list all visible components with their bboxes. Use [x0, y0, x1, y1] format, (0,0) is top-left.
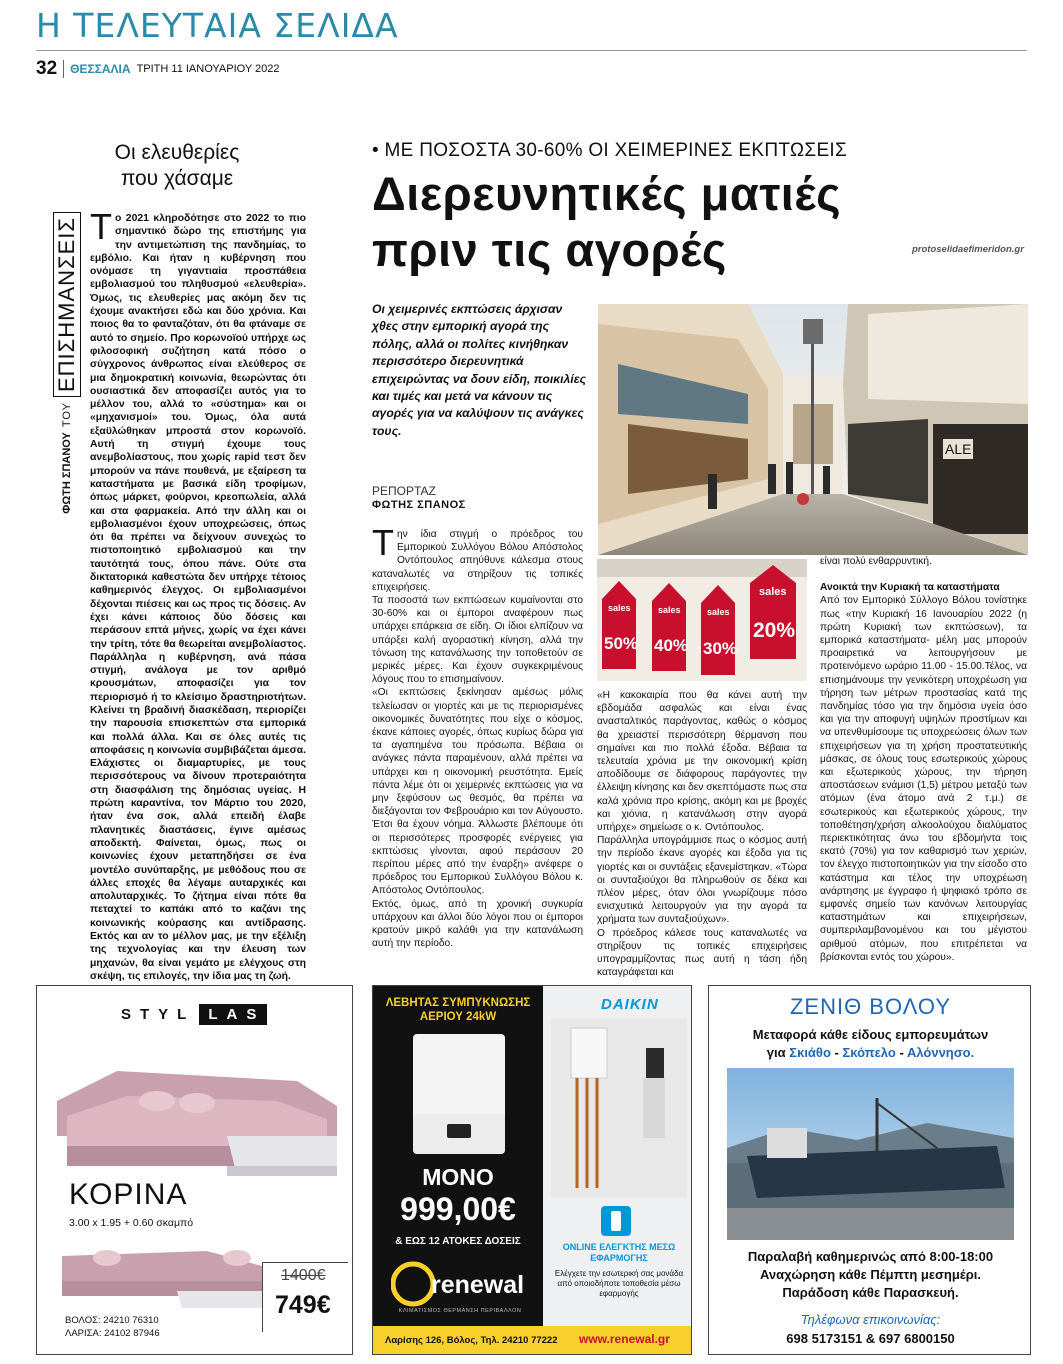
sign4-pct: 20% [753, 619, 796, 642]
zenith-phones-label: Τηλέφωνα επικοινωνίας: [800, 1312, 941, 1327]
new-price: 749€ [275, 1291, 331, 1319]
col1-paragraph-4: Εκτός, όμως, από τη χρονική συγκυρία υπάρχουν και άλλοι δύο λόγοι που οι έμποροι κρατούν μικρό καλάθι για την κατανάλωση αυτή την περίοδο. [372, 898, 583, 950]
zenith-phones[interactable]: 698 5173151 & 697 6800150 [786, 1331, 955, 1346]
boiler-price: 999,00€ [400, 1191, 516, 1227]
issue-date: ΤΡΙΤΗ 11 ΙΑΝΟΥΑΡΙΟΥ 2022 [136, 63, 280, 75]
article-column-3 [820, 555, 1027, 964]
ad-zenith[interactable] [708, 985, 1031, 1355]
renewal-tagline: ΚΛΙΜΑΤΙΣΜΟΣ ΘΕΡΜΑΝΣΗ ΠΕΡΙΒΑΛΛΟΝ [398, 1308, 522, 1314]
renewal-wordmark: renewal [431, 1271, 525, 1299]
only-label: ΜΟΝΟ [422, 1164, 494, 1190]
opinion-column-name: ΕΠΙΣΗΜΑΝΣΕΙΣ [53, 212, 81, 397]
sign1-pct: 50% [604, 634, 639, 653]
daikin-logo: DAIKIN [601, 996, 659, 1013]
opinion-text: ο 2021 κληροδότησε στο 2022 το πιο σημαντικό δώρο της επιστήμης για την αντιμετώπιση της πανδημίας, το εμβόλιο. Και ήταν η κυβέρνηση που ονόμασε τη γιγαντιαία προσπάθεια εμβολιασμού του πληθυσμού «ελευθερία». Όμως, τις ελευθερίες μας ακόμη δεν τις έχουμε ανακτήσει εδώ και δύο χρόνια. Και ποιος θα το φανταζόταν, ότι θα φτάναμε σε αυτό το σημείο. Προ κορωνοϊού υπήρχε ως φιλοσοφική συζήτηση κατά πόσο ο σύγχρονος άνθρωπος είναι ελεύθερος σε μια δημοκρατική κοινωνία, θεωρώντας ότι ουσιαστικά δεν αποφασίζει αυτός για το μέλλον του, αλλά το «σύστημα» και οι «μηχανισμοί» του. Όμως, όλα αυτά εξαϋλώθηκαν μπροστά στον κορωνοϊό. Αυτή τη στιγμή έχουμε τους ανεμβολίαστους, που χωρίς rapid τεστ δεν μπορούν να πάνε πουθενά, με εξαίρεση τα καταστήματα με βασικά είδη τροφίμων, όπως μάρκετ, φούρνοι, κρεοπωλεία, αλλά και στα φαρμακεία. Από την άλλη και οι εμβολιασμένοι έχουν υποχρεώσεις, όπως ότι θα πρέπει να δείχνουν συνεχώς το πιστοποιητικό εμβολιασμού και την ταυτότητά τους, όπου πάνε. Ούτε στα δικτατορικά καθεστώτα δεν υπήρχε τέτοιος καθημερινός έλεγχος. Οι εμβολιασμένοι δέχονται πιέσεις και ως προς τις δόσεις. Αν έχει κάνει κάποιος δύο δόσεις και περάσουν επτά μήνες, χωρίς να έχει κάνει την τρίτη, τότε θα θεωρείται ανεμβολίαστος. Παράλληλα η κυβέρνηση, ανά πάσα στιγμή, ανάλογα με τον αριθμό κρουσμάτων, αποφασίζει για τον περιορισμό ή το κλείσιμο δραστηριοτήτων. Κλείνει τη βραδινή διασκέδαση, περιορίζει την παρουσία επισκεπτών στα εμπορικά και πολλά άλλα. Και σε όλες αυτές τις αποφάσεις η κοινωνία συμβιβάζεται άμεσα. Ελάχιστες οι διαμαρτυρίες, με τους περισσότερους να δίνουν προτεραιότητα στη διασφάλιση της δημόσιας υγείας. Η πρώτη καραντίνα, τον Μάρτιο του 2020, ήταν ένα σοκ, αλλά επειδή έλαβε πλανητικές διαστάσεις, έγινε αμέσως αποδεκτή. Φαίνεται, όμως, πως οι κοινωνίες έχουν μεταπηδήσει σε ένα μοντέλο συνύπαρξης, με μεθόδους που σε άλλες εποχές θα λέγαμε αυταρχικές και απολυταρχικές. Το ζήτημα είναι πότε θα πεταχτεί το καπάκι από το καζάνι της κοινωνικής κούρασης και αντίδρασης. Εκτός και αν το μέλλον μας, με την εξέλιξη της τεχνολογίας και την έλευση των μηχανών, θα είναι γεμάτο με ελέγχους στη σκέψη, τις επιλογές, την ίδια μας τη ζωή. [90, 213, 306, 982]
col1-paragraph-2: Τα ποσοστά των εκπτώσεων κυμαίνονται στο 30-60% και οι έμποροι αναφέρουν πως υπάρχει επάρκεια σε είδη. Οι ίδιοι ελπίζουν να υπάρξει καλή αγοραστική κίνηση, αλλά την τόνωση της κατανάλωσης την τοποθετούν σε μερικές μέρες. Και έχουν συγκεκριμένους λόγους που το επισημαίνουν. [372, 595, 583, 686]
zenith-line1: Μεταφορά κάθε είδους εμπορευμάτων [752, 1027, 989, 1042]
smartphone-app-icon [601, 1206, 631, 1236]
zenith-schedule [709, 1248, 1031, 1302]
sign3-pct: 30% [703, 639, 738, 658]
installation-photo [551, 1018, 687, 1198]
zenith-headline [709, 1026, 1031, 1062]
sign2-pct: 40% [654, 636, 689, 655]
old-price: 1400€ [281, 1267, 326, 1284]
col1-paragraph-1: ην ίδια στιγμή ο πρόεδρος του Εμπορικού Συλλόγου Βόλου Απόστολος Οντόπουλος απηύθυνε κάλεσμα στους καταναλωτές να στηρίξουν τις τοπικές επιχειρήσεις. [372, 529, 583, 593]
page-info-line [36, 58, 280, 80]
phone-volos: ΒΟΛΟΣ: 24210 76310 [65, 1315, 159, 1326]
opinion-body [90, 206, 306, 983]
col3-paragraph-1: είναι πολύ ενθαρρυντική. [820, 556, 932, 567]
col3-subhead: Ανοικτά την Κυριακή τα καταστήματα [820, 582, 1000, 594]
styllas-logo-right: LAS [199, 1004, 267, 1025]
page-number: 32 [36, 58, 58, 79]
sign1-top: sales [608, 603, 631, 613]
styllas-logo [121, 1004, 267, 1025]
col1-paragraph-3: «Οι εκπτώσεις ξεκίνησαν αμέσως μόλις τελείωσαν οι γιορτές και με τις περιορισμένες οικονομικές δυνατότητες που είχε ο κόσμος, έκανε κάποιες αγορές, όπως κυρίως δώρα για τα αγαπημένα του πρόσωπα. Βέβαια οι ανάγκες πάντα παραμένουν, αλλά πρέπει να υπάρχει και η οικονομική ρευστότητα. Εμείς πάντα λέμε ότι οι χειμερινές εκπτώσεις για να μην ξεφύσουν ως θεσμός, θα πρέπει να διεξάγονται τον Φεβρουάριο και τον Αύγουστο. Έτσι θα έχουν νόημα. Άλλωστε βλέπουμε ότι οι περισσότερες προσφορές ενέργειες για εκπτώσεις γίνονται, αφού περάσουν 20 περίπου μέρες από την έναρξη» ανέφερε ο πρόεδρος του Εμπορικού Συλλόγου Βόλου κ. Απόστολος Οντόπουλος. [372, 687, 583, 897]
online-text: Ελέγχετε την εσωτερική σας μονάδα από οποιοδήποτε τοποθεσία μέσω εφαρμογής [554, 1269, 684, 1298]
boiler-title-line1: ΛΕΒΗΤΑΣ ΣΥΜΠΥΚΝΩΣΗΣ [385, 997, 531, 1009]
header-rule [36, 50, 1027, 51]
article-dropcap: Τ [372, 522, 394, 563]
newspaper-name: ΘΕΣΣΑΛΙΑ [70, 62, 131, 76]
divider [63, 60, 64, 78]
online-title: ONLINE ΕΛΕΓΚΤΗΣ ΜΕΣΩ ΕΦΑΡΜΟΓΗΣ [562, 1242, 676, 1263]
byline-label: ΡΕΠΟΡΤΑΖ [372, 484, 436, 498]
boiler-title-line2: ΑΕΡΙΟΥ 24kW [419, 1011, 497, 1023]
zenith-delivery: Παράδοση κάθε Παρασκευή. [782, 1285, 959, 1300]
zenith-dest-skiathos: Σκιάθο [789, 1045, 831, 1060]
article-headline [372, 166, 892, 278]
zenith-dash-1: - [834, 1045, 839, 1060]
renewal-website[interactable]: www.renewal.gr [579, 1332, 670, 1346]
headline-line2: πριν τις αγορές [372, 223, 727, 276]
article-kicker: • ΜΕ ΠΟΣΟΣΤΑ 30-60% ΟΙ ΧΕΙΜΕΡΙΝΕΣ ΕΚΠΤΩΣΕΙΣ [372, 140, 848, 161]
sign3-top: sales [707, 607, 730, 617]
sofa-image-small [57, 1236, 272, 1316]
article-column-2 [597, 689, 807, 979]
col2-paragraph-3: Ο πρόεδρος κάλεσε τους καταναλωτές να στηρίξουν τις τοπικές επιχειρήσεις υπογραμμίζοντας πως αυτή η τάση ήδη καταγράφεται και [597, 927, 807, 979]
shop-sign: ALE [945, 441, 972, 457]
zenith-pickup: Παραλαβή καθημερινώς από 8:00-18:00 [747, 1249, 994, 1264]
byline-name: ΦΩΤΗΣ ΣΠΑΝΟΣ [372, 499, 466, 511]
source-watermark: protoselidaefimeridon.gr [912, 244, 1024, 255]
street-photo [598, 304, 1028, 555]
zenith-departure: Αναχώρηση κάθε Πέμπτη μεσημέρι. [760, 1267, 981, 1282]
zenith-dest-skopelos: Σκόπελο [842, 1045, 896, 1060]
styllas-phones [65, 1314, 160, 1340]
col2-paragraph-2: Παράλληλα υπογράμμισε πως ο κόσμος αυτή την περίοδο έκανε αγορές και έξοδα για τις γιορτές και οι συντάξεις εξανεμίστηκαν. «Τώρα οι συνταξιούχοι θα πληρωθούν σε δέκα και πλέον μέρες, όταν όλοι γνωρίζουμε πόσο ενισχυτικά λειτουργούν για την αγορά τα χρήματα των συνταξιούχων». [597, 835, 807, 926]
article-column-1 [372, 522, 583, 951]
sign2-top: sales [658, 605, 681, 615]
col2-paragraph-1: «Η κακοκαιρία που θα κάνει αυτή την εβδομάδα ασφαλώς και είναι ένας ανασταλτικός παράγοντας, καθώς ο κόσμος θα χρειαστεί περισσότερη θέρμανση που σημαίνει και πιο πολλά έξοδα. Βέβαια τα τελευταία χρόνια με την οικονομική κρίση αποδίδουμε σε διάφορους παράγοντες την έλλειψη κίνησης και δεν σκεπτόμαστε πως στα καλά χρόνια προ κρίσης, ακόμη και με βροχές και χιόνια, η κατανάλωση στην αγορά υπήρχε» σημείωσε ο κ. Οντόπουλος. [597, 690, 807, 834]
article-lead: Οι χειμερινές εκπτώσεις άρχισαν χθες στην εμπορική αγορά της πόλης, αλλά οι πολίτες κινήθηκαν περισσότερο διερευνητικά επιχειρώντας να δουν είδη, ποικιλίες και τιμές και μετά να κάνουν τις αγορές για να καλύψουν τις ανάγκες τους. [372, 302, 587, 438]
phone-larisa: ΛΑΡΙΣΑ: 24102 87946 [65, 1328, 160, 1339]
zenith-dash-2: - [899, 1045, 904, 1060]
product-dimensions: 3.00 x 1.95 + 0.60 σκαμπό [69, 1217, 194, 1229]
renewal-logo [391, 1260, 525, 1310]
sales-signs-photo [597, 559, 807, 681]
opinion-column-label [50, 212, 84, 514]
price-box [262, 1262, 348, 1332]
zenith-title: ΖΕΝΙΘ ΒΟΛΟΥ [789, 994, 952, 1019]
boiler-image [413, 1034, 505, 1154]
section-title: Η ΤΕΛΕΥΤΑΙΑ ΣΕΛΙΔΑ [36, 6, 399, 45]
styllas-logo-left: STYL [121, 1006, 196, 1023]
opinion-of-label: ΤΟΥ [61, 402, 73, 428]
zenith-line2-prefix: για [766, 1045, 786, 1060]
opinion-title [88, 140, 266, 192]
opinion-title-line1: Οι ελευθερίες [114, 141, 240, 164]
ad-renewal[interactable] [372, 985, 692, 1355]
sofa-image-large [47, 1041, 347, 1186]
opinion-dropcap: Τ [90, 206, 112, 247]
boiler-title [373, 996, 543, 1024]
renewal-address: Λαρίσης 126, Βόλος, Τηλ. 24210 77222 [385, 1335, 558, 1346]
zenith-dest-alonissos: Αλόννησο. [906, 1045, 975, 1060]
product-name: ΚΟΡΙΝΑ [69, 1178, 188, 1211]
opinion-author: ΦΩΤΗ ΣΠΑΝΟΥ [61, 432, 73, 514]
cargo-ship-photo [727, 1068, 1014, 1240]
zenith-line2 [709, 1044, 1031, 1062]
col3-paragraph-2: Από τον Εμπορικό Σύλλογο Βόλου τονίστηκε πως «την Κυριακή 16 Ιανουαρίου 2022 (η πρώτη Κυριακή των εκπτώσεων), τα εμπορικά καταστήματα- μέλη μας μπορούν προαιρετικά να λειτουργήσουν με προτεινόμενο ωράριο 11.00 - 15.00.Τέλος, να επισημάνουμε την γενικότερη υποχρέωση για τήρηση των μέτρων προστασίας κατά της πανδημίας τόσο για την δημόσια υγεία όσο και για την αποφυγή υψηλών προστίμων και να υπενθυμίσουμε τις υποχρεώσεις όλων των επιχειρήσεων για τη χρήση προστατευτικής μάσκας, σε όλους τους εσωτερικούς χώρους και εξωτερικούς χώρους, την τήρηση αποστάσεων ενάμισι (1,5) μέτρου μεταξύ των ατόμων (ένα άτομο ανά 2 τ.μ.) σε εσωτερικούς και εξωτερικούς χώρους, την τοποθέτηση/χρήση αλκοολούχου διαλύματος περιεκτικότητας άνω του εβδομήντα τοις εκατό (70%) για τον καθαρισμό των χεριών, τον έλεγχο πιστοποιητικών για την είσοδο στο κατάστημα και τέλος την υποχρέωση ανάρτησης με έγγραφο ή ψηφιακό τρόπο σε εμφανές σημείο των κανόνων λειτουργίας καταστημάτων και επιχειρήσεων, συμπεριλαμβανομένου και του μέγιστου αριθμού ατόμων, που επιτρέπεται να βρίσκονται εντός του χώρου». [820, 595, 1027, 963]
headline-line1: Διερευνητικές ματιές [372, 167, 842, 220]
opinion-title-line2: που χάσαμε [120, 167, 234, 190]
ad-styllas[interactable] [36, 985, 353, 1355]
sign4-top: sales [759, 586, 787, 598]
installments: & ΕΩΣ 12 ΑΤΟΚΕΣ ΔΟΣΕΙΣ [395, 1236, 521, 1247]
